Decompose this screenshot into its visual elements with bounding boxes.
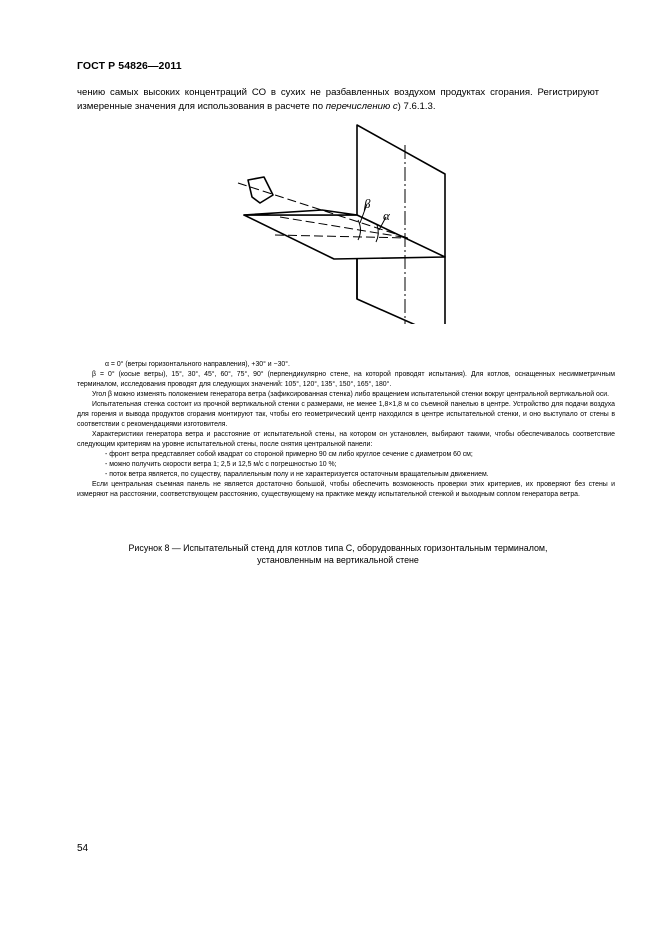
intro-emphasis: перечислению с xyxy=(325,101,398,112)
note-characteristics: Характеристики генератора ветра и расстояние от испытательной стены, на котором он установлен, выбирают такими, чтобы обеспечивалось соответствие следующим критериям на уровне испытательной стены, после снятия центральной панели: xyxy=(77,431,615,448)
intro-text-end: ) 7.6.1.3. xyxy=(397,101,436,112)
note-bullet-1: - фронт ветра представляет собой квадрат со стороной примерно 90 см либо круглое сечение с диаметром 60 см; xyxy=(105,451,473,458)
figure-notes xyxy=(77,360,615,500)
wind-generator xyxy=(248,177,273,203)
intro-paragraph xyxy=(77,86,599,114)
page-number: 54 xyxy=(77,843,89,854)
caption-line-1: Рисунок 8 — Испытательный стенд для котлов типа С, оборудованных горизонтальным терминалом, xyxy=(128,543,548,553)
figure-caption xyxy=(77,542,599,566)
alpha-label: α xyxy=(383,208,390,223)
note-wall: Испытательная стенка состоит из прочной вертикальной стенки с размерами, не менее 1,8×1,8 м со съемной панелью в центре. Устройство для подачи воздуха для горения и вывода продуктов сгорания монтируют так, чтобы его геометрический центр находился в центре испытательной стенки, и оно выступало от стены в соответствии с рекомендациями изготовителя. xyxy=(77,401,615,428)
caption-line-2: установленным на вертикальной стене xyxy=(257,555,419,565)
note-bullet-2: - можно получить скорости ветра 1; 2,5 и 12,5 м/с с погрешностью 10 %; xyxy=(105,461,337,468)
note-bullet-3: - поток ветра является, по существу, параллельным полу и не характеризуется остаточным вращательным движением. xyxy=(105,471,489,478)
note-angle: Угол β можно изменять положением генератора ветра (зафиксированная стенка) либо вращением испытательной стенки вокруг центральной вертикальной оси. xyxy=(92,391,610,398)
note-beta: β = 0° (косые ветры), 15°, 30°, 45°, 60°, 75°, 90° (перпендикулярно стене, на которой проводят испытания). Для котлов, оснащенных несимметричным терминалом, исследования проводят для следующих значений: 105°, 120°, 135°, 150°, 165°, 180°. xyxy=(77,371,615,388)
test-stand-figure xyxy=(230,124,460,324)
beta-label: β xyxy=(364,196,371,211)
document-header: ГОСТ Р 54826—2011 xyxy=(77,60,182,72)
note-alpha: α = 0° (ветры горизонтального направления), +30° и −30°. xyxy=(105,361,290,368)
wind-plane xyxy=(244,210,357,215)
note-panel: Если центральная съемная панель не является достаточно большой, чтобы обеспечить возможность проверки этих критериев, их проверяют без стены и измеряют на расстоянии, соответствующем расстоянию, существующему на практике между испытательной стенкой и выходным соплом генератора ветра. xyxy=(77,481,615,498)
intro-text: чению самых высоких концентраций СО в сухих не разбавленных воздухом продуктах сгорания. Регистрируют измеренные значения для использования в расчете по xyxy=(77,87,599,112)
